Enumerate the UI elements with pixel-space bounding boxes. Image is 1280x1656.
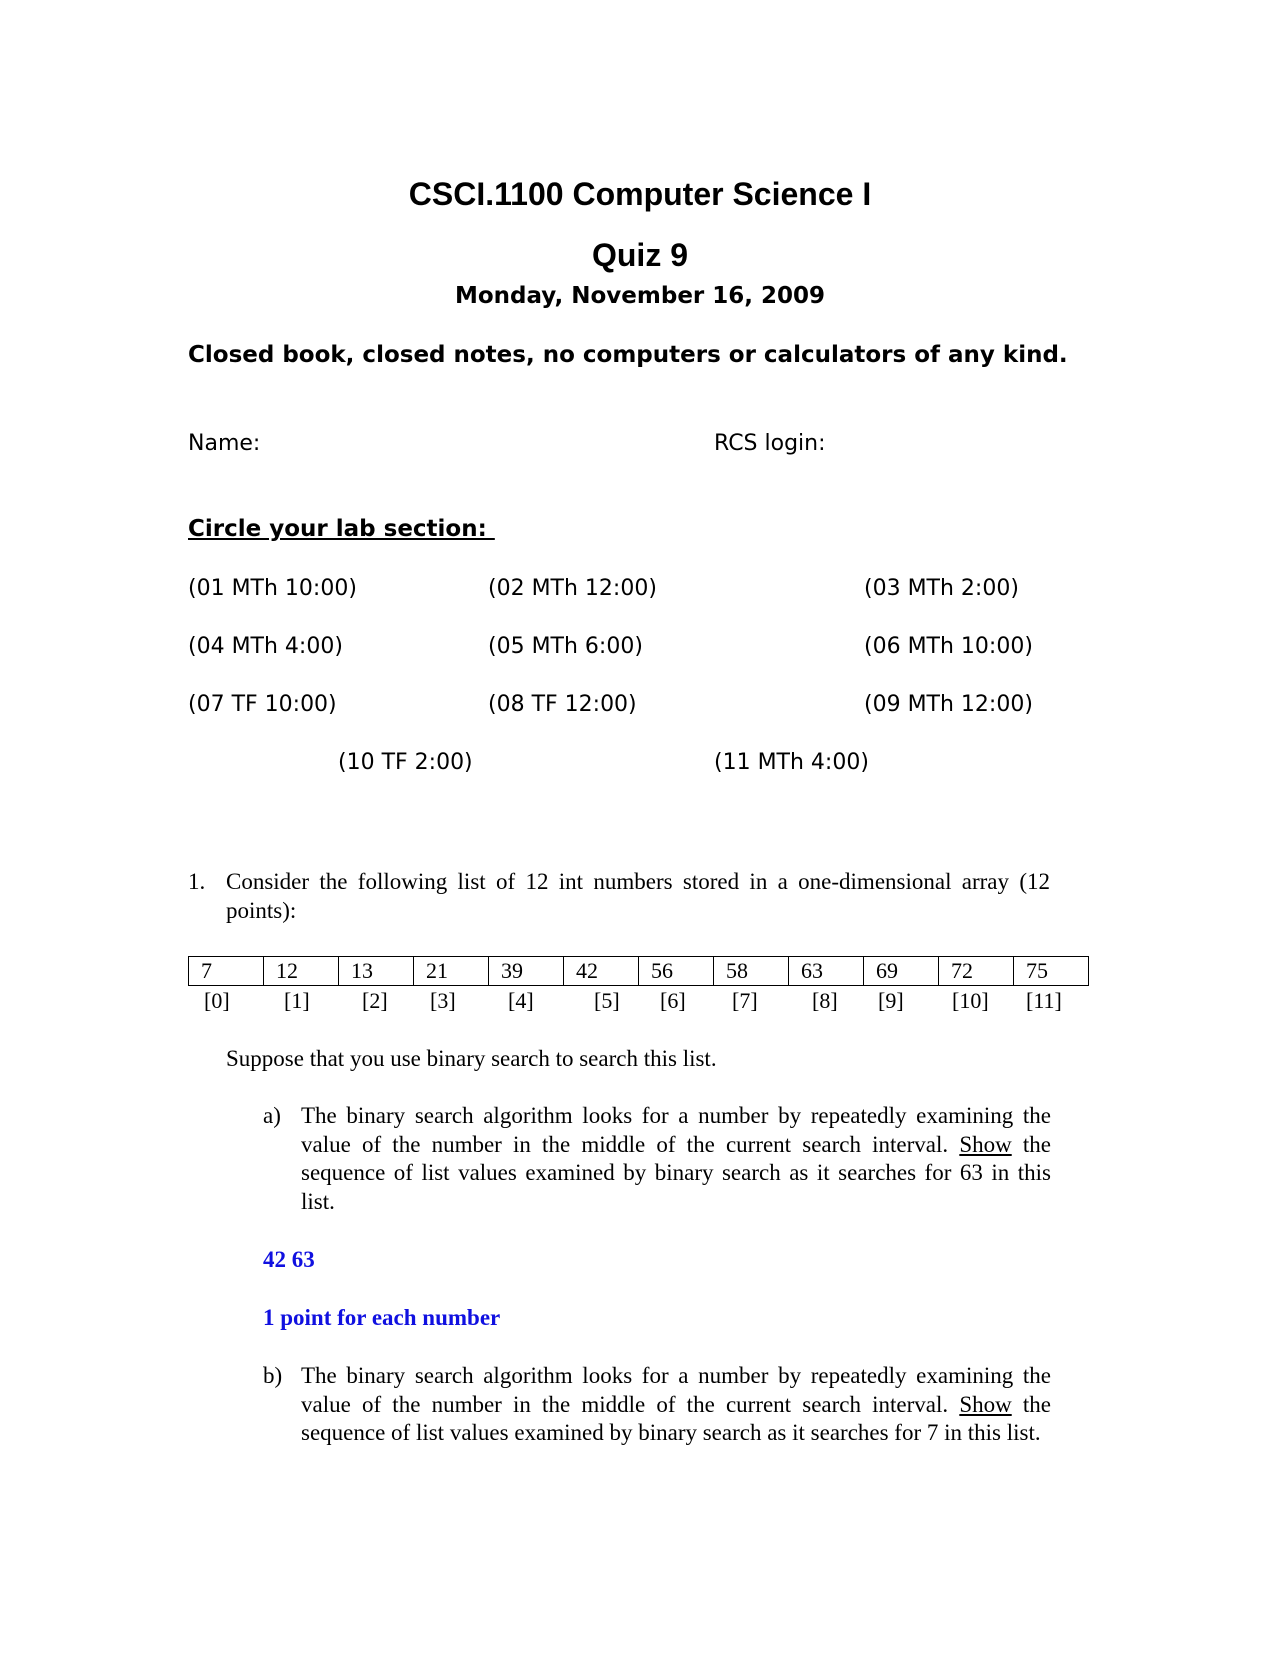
array-index: [10] [952, 988, 989, 1013]
array-index: [0] [204, 988, 230, 1013]
part-a-label: a) [263, 1103, 281, 1128]
array-index: [8] [812, 988, 838, 1013]
array-cell: 69 [864, 957, 939, 986]
array-cell: 56 [639, 957, 714, 986]
array-index: [1] [284, 988, 310, 1013]
lab-section-option: (06 MTh 10:00) [864, 634, 1033, 659]
lab-section-option: (10 TF 2:00) [338, 750, 473, 775]
part-a-grading: 1 point for each number [263, 1305, 501, 1330]
binary-search-intro: Suppose that you use binary search to search this list. [226, 1046, 717, 1071]
part-b-text-after: the sequence of list values examined by binary search as it searches for 7 in this list. [301, 1391, 1051, 1445]
array-cell: 72 [939, 957, 1014, 986]
rcs-login-label: RCS login: [714, 431, 826, 456]
part-b-show-word: Show [959, 1391, 1012, 1417]
lab-section-option: (07 TF 10:00) [188, 692, 337, 717]
course-title: CSCI.1100 Computer Science I [408, 176, 872, 212]
lab-section-option: (09 MTh 12:00) [864, 692, 1033, 717]
exam-rules: Closed book, closed notes, no computers or calculators of any kind. [188, 342, 1068, 368]
array-index: [9] [878, 988, 904, 1013]
question-text: Consider the following list of 12 int numbers stored in a one-dimensional array (12 points): [226, 869, 1050, 923]
array-cell: 58 [714, 957, 789, 986]
quiz-title: Quiz 9 [591, 237, 688, 273]
part-b-text-before: The binary search algorithm looks for a number by repeatedly examining the value of the number in the middle of the current search interval. [301, 1363, 1051, 1417]
part-b-label: b) [263, 1363, 283, 1388]
array-table [188, 956, 1089, 986]
array-cell: 63 [789, 957, 864, 986]
lab-section-heading: Circle your lab section: [188, 516, 495, 542]
lab-section-option: (04 MTh 4:00) [188, 634, 343, 659]
array-index: [4] [508, 988, 534, 1013]
lab-section-option: (02 MTh 12:00) [488, 576, 657, 601]
array-index: [7] [732, 988, 758, 1013]
array-cell: 42 [564, 957, 639, 986]
lab-section-option: (01 MTh 10:00) [188, 576, 357, 601]
array-cell: 7 [189, 957, 264, 986]
quiz-date: Monday, November 16, 2009 [454, 283, 826, 309]
lab-section-option: (11 MTh 4:00) [714, 750, 869, 775]
array-row [189, 957, 1089, 986]
array-index: [6] [660, 988, 686, 1013]
part-a-answer: 42 63 [263, 1247, 315, 1272]
array-cell: 21 [414, 957, 489, 986]
name-label: Name: [188, 431, 261, 456]
array-index: [11] [1026, 988, 1062, 1013]
part-a-text-before: The binary search algorithm looks for a number by repeatedly examining the value of the number in the middle of the current search interval. [301, 1103, 1051, 1157]
array-index: [5] [594, 988, 620, 1013]
array-index: [2] [362, 988, 388, 1013]
question-number: 1. [188, 869, 206, 894]
array-cell: 12 [264, 957, 339, 986]
part-a-text-after: the sequence of list values examined by binary search as it searches for 63 in this list. [301, 1131, 1051, 1214]
lab-section-option: (05 MTh 6:00) [488, 634, 643, 659]
array-index: [3] [430, 988, 456, 1013]
lab-section-option: (08 TF 12:00) [488, 692, 637, 717]
array-cell: 13 [339, 957, 414, 986]
part-b-text [301, 1362, 1051, 1448]
part-a-text [301, 1102, 1051, 1216]
lab-section-option: (03 MTh 2:00) [864, 576, 1019, 601]
array-cell: 75 [1014, 957, 1089, 986]
array-cell: 39 [489, 957, 564, 986]
part-a-show-word: Show [959, 1131, 1012, 1157]
